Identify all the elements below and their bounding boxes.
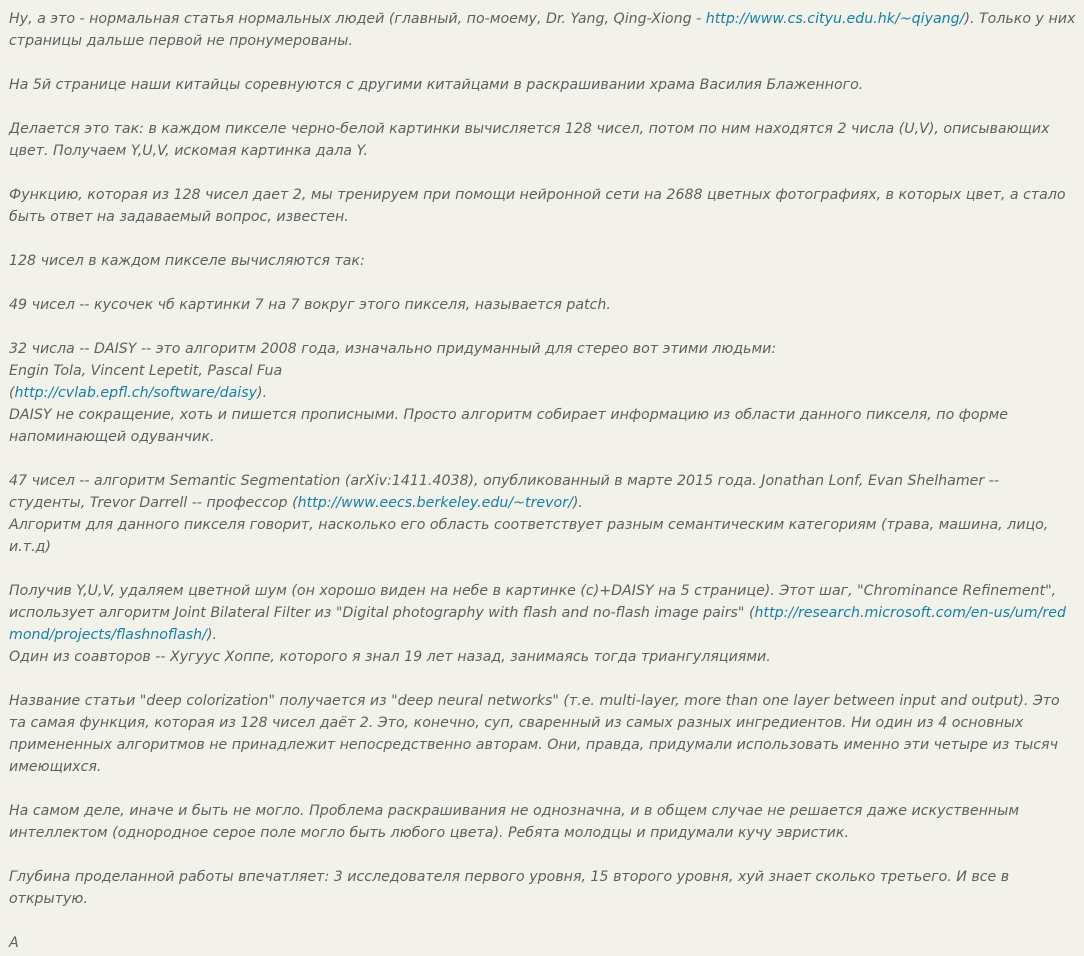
intro-text-end: ). Только у них страницы дальше первой не пронумерованы. xyxy=(9,11,1076,49)
paragraph-training: Функцию, которая из 128 чисел дает 2, мы тренируем при помощи нейронной сети на 2688 цветных фотографиях, в которых цвет, а стало быть ответ на задаваемый вопрос, известен. xyxy=(9,187,1066,225)
chrominance-coauthor: Один из соавторов -- Хугуус Хоппе, которого я знал 19 лет назад, занимаясь тогда триангуляциями. xyxy=(9,649,771,665)
daisy-line-1: 32 числа -- DAISY -- это алгоритм 2008 года, изначально придуманный для стерео вот этими людьми: xyxy=(9,341,777,357)
daisy-paren-close: ). xyxy=(257,385,268,401)
paragraph-segmentation xyxy=(9,470,1076,558)
link-qiyang[interactable]: http://www.cs.cityu.edu.hk/~qiyang/ xyxy=(705,11,965,27)
paragraph-patch: 49 чисел -- кусочек чб картинки 7 на 7 вокруг этого пикселя, называется patch. xyxy=(9,297,611,313)
paragraph-method: Делается это так: в каждом пикселе черно-белой картинки вычисляется 128 чисел, потом по ним находятся 2 числа (U,V), описывающих цвет. Получаем Y,U,V, искомая картинка дала Y. xyxy=(9,121,1050,159)
link-flashnoflash[interactable]: http://research.microsoft.com/en-us/um/redmond/projects/flashnoflash/ xyxy=(9,605,1066,643)
segmentation-text: 47 чисел -- алгоритм Semantic Segmentation (arXiv:1411.4038), опубликованный в марте 2015 года. Jonathan Lonf, Evan Shelhamer -- студенты, Trevor Darrell -- профессор ( xyxy=(9,473,999,511)
paragraph-128-numbers: 128 чисел в каждом пикселе вычисляются так: xyxy=(9,253,365,269)
paragraph-trailing: А xyxy=(9,935,19,951)
paragraph-deep-colorization: Название статьи "deep colorization" получается из "deep neural networks" (т.е. multi-layer, more than one layer between input and output). Это та самая функция, которая из 128 чисел даёт 2. Это, конечно, суп, сваренный из самых разных ингредиентов. Ни один из 4 основных примененных алгоритмов не принадлежит непосредственно авторам. Они, правда, придумали использовать именно эти четыре из тысяч имеющихся. xyxy=(9,693,1060,775)
link-daisy[interactable]: http://cvlab.epfl.ch/software/daisy xyxy=(14,385,258,401)
chrominance-text: Получив Y,U,V, удаляем цветной шум (он хорошо виден на небе в картинке (c)+DAISY на 5 странице). Этот шаг, "Chrominance Refinement", использует алгоритм Joint Bilateral Filter из "Digital photography with flash and no-flash image pairs" ( xyxy=(9,583,1057,621)
intro-text: Ну, а это - нормальная статья нормальных людей (главный, по-моему, Dr. Yang, Qing-Xiong - xyxy=(9,11,706,27)
link-trevor[interactable]: http://www.eecs.berkeley.edu/~trevor/ xyxy=(297,495,573,511)
daisy-paren-open: ( xyxy=(9,385,15,401)
paragraph-chrominance xyxy=(9,580,1076,668)
paragraph-ambiguity: На самом деле, иначе и быть не могло. Проблема раскрашивания не однозначна, и в общем случае не решается даже искуственным интеллектом (однородное серое поле могло быть любого цвета). Ребята молодцы и придумали кучу эвристик. xyxy=(9,803,1020,841)
segmentation-description: Алгоритм для данного пикселя говорит, насколько его область соответствует разным семантическим категориям (трава, машина, лицо, и.т.д) xyxy=(9,517,1049,555)
daisy-authors: Engin Tola, Vincent Lepetit, Pascal Fua xyxy=(9,363,283,379)
paragraph-daisy xyxy=(9,338,1076,448)
chrominance-text-end: ). xyxy=(206,627,217,643)
paragraph-depth: Глубина проделанной работы впечатляет: 3 исследователя первого уровня, 15 второго уровня, хуй знает сколько третьего. И все в открытую. xyxy=(9,869,1010,907)
segmentation-text-end: ). xyxy=(572,495,583,511)
daisy-description: DAISY не сокращение, хоть и пишется прописными. Просто алгоритм собирает информацию из области данного пикселя, по форме напоминающей одуванчик. xyxy=(9,407,1009,445)
paragraph-page5: На 5й странице наши китайцы соревнуются с другими китайцами в раскрашивании храма Василия Блаженного. xyxy=(9,77,864,93)
paragraph-intro xyxy=(9,8,1076,52)
